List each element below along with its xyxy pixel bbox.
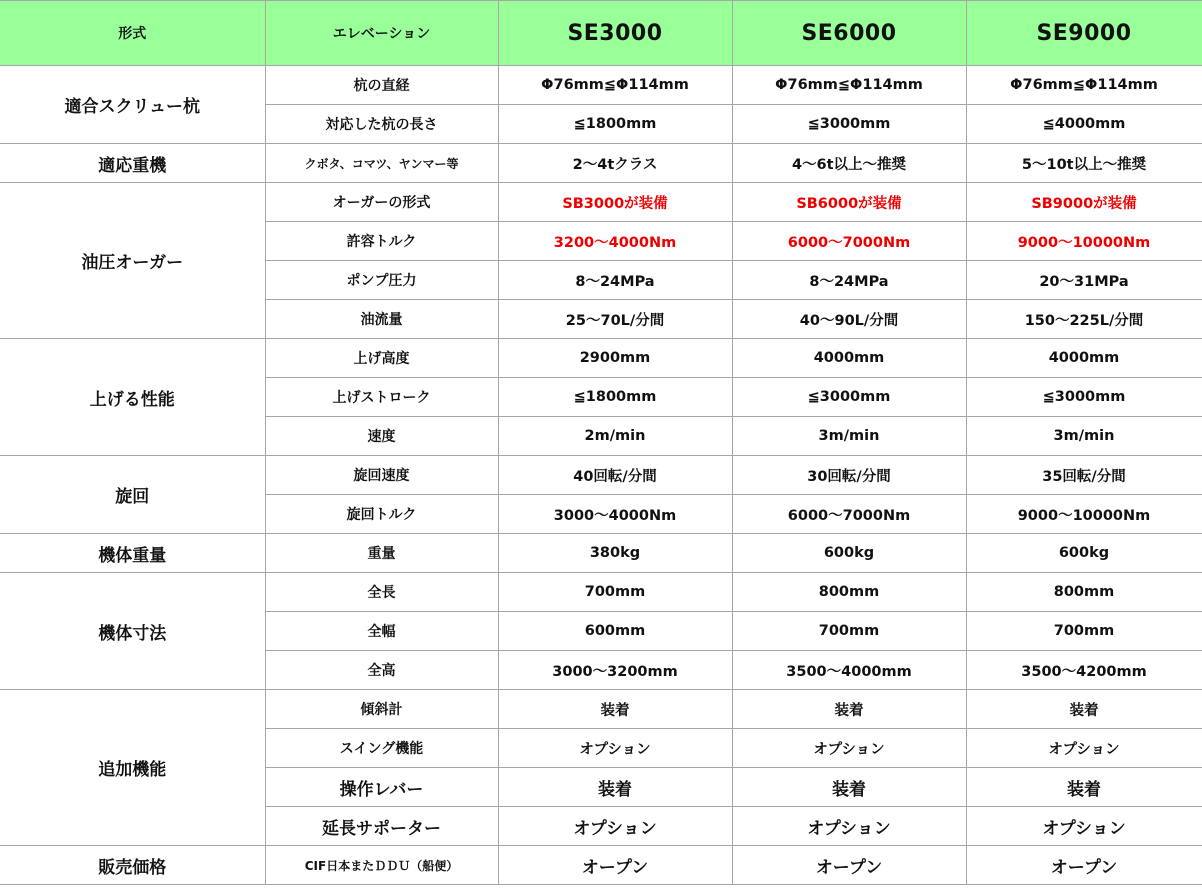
header-model-se3000: SE3000 — [498, 1, 732, 66]
cell-value: Φ76mm≦Φ114mm — [732, 66, 966, 105]
group-pile: 適合スクリュー杭 — [0, 66, 265, 144]
cell-value: 3m/min — [732, 417, 966, 456]
table-row — [0, 690, 1202, 729]
cell-value: ≦3000mm — [732, 105, 966, 144]
cell-value: 装着 — [732, 690, 966, 729]
cell-value: 8〜24MPa — [498, 261, 732, 300]
row-label: 速度 — [265, 417, 498, 456]
cell-value-highlight: SB6000が装備 — [732, 183, 966, 222]
row-label: 傾斜計 — [265, 690, 498, 729]
cell-value: 3m/min — [966, 417, 1202, 456]
cell-value-highlight: SB9000が装備 — [966, 183, 1202, 222]
cell-value: ≦1800mm — [498, 378, 732, 417]
row-label: スイング機能 — [265, 729, 498, 768]
cell-value: 装着 — [498, 768, 732, 807]
table-row — [0, 339, 1202, 378]
cell-value: ≦3000mm — [732, 378, 966, 417]
cell-value: 装着 — [966, 690, 1202, 729]
cell-value: 600kg — [732, 534, 966, 573]
cell-value: ≦3000mm — [966, 378, 1202, 417]
cell-value: オプション — [498, 807, 732, 846]
row-label: 操作レバー — [265, 768, 498, 807]
table-row — [0, 534, 1202, 573]
row-label: クボタ、コマツ、ヤンマー等 — [265, 144, 498, 183]
header-elevation: エレベーション — [265, 1, 498, 66]
row-label: 重量 — [265, 534, 498, 573]
cell-value: 装着 — [966, 768, 1202, 807]
group-machine: 適応重機 — [0, 144, 265, 183]
header-row — [0, 1, 1202, 66]
table-row — [0, 456, 1202, 495]
cell-value: 35回転/分間 — [966, 456, 1202, 495]
row-label: 全長 — [265, 573, 498, 612]
row-label: 全幅 — [265, 612, 498, 651]
table-row — [0, 573, 1202, 612]
cell-value: 5〜10t以上〜推奨 — [966, 144, 1202, 183]
header-type: 形式 — [0, 1, 265, 66]
cell-value: Φ76mm≦Φ114mm — [966, 66, 1202, 105]
row-label: 油流量 — [265, 300, 498, 339]
cell-value: 20〜31MPa — [966, 261, 1202, 300]
cell-value: 2m/min — [498, 417, 732, 456]
cell-value: 装着 — [498, 690, 732, 729]
cell-value: ≦1800mm — [498, 105, 732, 144]
table-row — [0, 846, 1202, 885]
group-swivel: 旋回 — [0, 456, 265, 534]
header-model-se6000: SE6000 — [732, 1, 966, 66]
cell-value: 700mm — [732, 612, 966, 651]
cell-value: オプション — [966, 729, 1202, 768]
cell-value: オプション — [966, 807, 1202, 846]
group-weight: 機体重量 — [0, 534, 265, 573]
row-label: ポンプ圧力 — [265, 261, 498, 300]
cell-value: 800mm — [732, 573, 966, 612]
group-size: 機体寸法 — [0, 573, 265, 690]
cell-value: ≦4000mm — [966, 105, 1202, 144]
group-price: 販売価格 — [0, 846, 265, 885]
cell-value: 3000〜3200mm — [498, 651, 732, 690]
cell-value: 3500〜4200mm — [966, 651, 1202, 690]
cell-value: 3000〜4000Nm — [498, 495, 732, 534]
table-row — [0, 144, 1202, 183]
cell-value: 6000〜7000Nm — [732, 495, 966, 534]
row-label: 旋回トルク — [265, 495, 498, 534]
cell-value: 25〜70L/分間 — [498, 300, 732, 339]
cell-value: 2〜4tクラス — [498, 144, 732, 183]
cell-value: 30回転/分間 — [732, 456, 966, 495]
cell-value: 40〜90L/分間 — [732, 300, 966, 339]
group-auger: 油圧オーガー — [0, 183, 265, 339]
cell-value: 4000mm — [966, 339, 1202, 378]
cell-value-highlight: 3200〜4000Nm — [498, 222, 732, 261]
cell-value-highlight: SB3000が装備 — [498, 183, 732, 222]
header-model-se9000: SE9000 — [966, 1, 1202, 66]
cell-value: オプション — [498, 729, 732, 768]
cell-value: 150〜225L/分間 — [966, 300, 1202, 339]
cell-value-highlight: 6000〜7000Nm — [732, 222, 966, 261]
cell-value: 380kg — [498, 534, 732, 573]
cell-value: 2900mm — [498, 339, 732, 378]
row-label: 延長サポーター — [265, 807, 498, 846]
table-row — [0, 66, 1202, 105]
group-lift: 上げる性能 — [0, 339, 265, 456]
row-label: CIF日本またＤＤＵ（船便） — [265, 846, 498, 885]
cell-value: 4000mm — [732, 339, 966, 378]
cell-value: オプション — [732, 729, 966, 768]
cell-value: 600kg — [966, 534, 1202, 573]
group-extra: 追加機能 — [0, 690, 265, 846]
cell-value: 600mm — [498, 612, 732, 651]
table-row — [0, 183, 1202, 222]
cell-value: オプション — [732, 807, 966, 846]
cell-value: 800mm — [966, 573, 1202, 612]
cell-value: オープン — [498, 846, 732, 885]
cell-value: 8〜24MPa — [732, 261, 966, 300]
row-label: 全高 — [265, 651, 498, 690]
cell-value: 40回転/分間 — [498, 456, 732, 495]
row-label: 上げストローク — [265, 378, 498, 417]
cell-value: 9000〜10000Nm — [966, 495, 1202, 534]
cell-value-highlight: 9000〜10000Nm — [966, 222, 1202, 261]
row-label: 許容トルク — [265, 222, 498, 261]
cell-value: 3500〜4000mm — [732, 651, 966, 690]
cell-value: オープン — [966, 846, 1202, 885]
cell-value: Φ76mm≦Φ114mm — [498, 66, 732, 105]
cell-value: 装着 — [732, 768, 966, 807]
cell-value: 700mm — [498, 573, 732, 612]
row-label: 旋回速度 — [265, 456, 498, 495]
cell-value: オープン — [732, 846, 966, 885]
row-label: 上げ高度 — [265, 339, 498, 378]
cell-value: 4〜6t以上〜推奨 — [732, 144, 966, 183]
row-label: 対応した杭の長さ — [265, 105, 498, 144]
row-label: オーガーの形式 — [265, 183, 498, 222]
cell-value: 700mm — [966, 612, 1202, 651]
row-label: 杭の直経 — [265, 66, 498, 105]
